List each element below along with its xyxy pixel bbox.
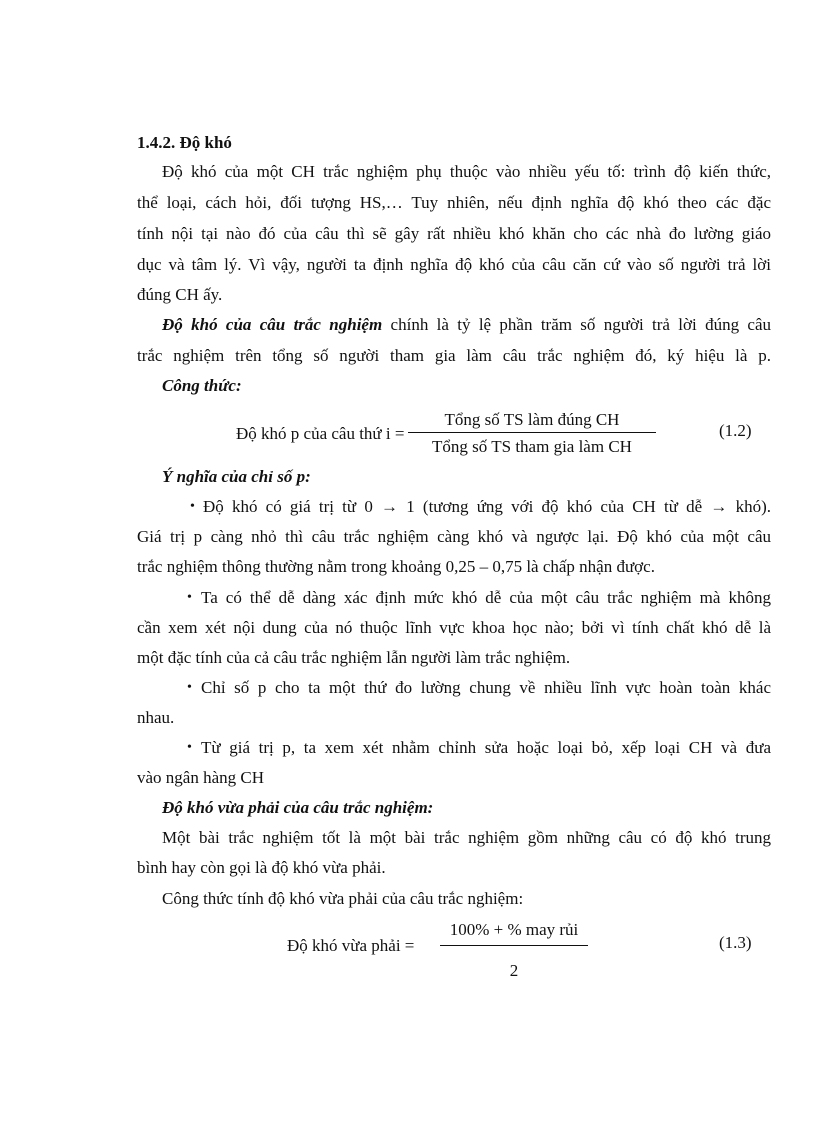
- bullet-icon: •: [187, 740, 192, 755]
- formula2-denominator: 2: [509, 961, 519, 980]
- section-heading: 1.4.2. Độ khó: [137, 133, 232, 152]
- bullet-line: nhau.: [137, 708, 175, 727]
- meaning-heading: Ý nghĩa của chỉ số p:: [162, 467, 311, 486]
- bullet-line: vào ngân hàng CH: [137, 768, 265, 787]
- bullet-line: Ta có thể dễ dàng xác định mức khó dễ của một câu trắc nghiệm mà không: [201, 588, 771, 607]
- formula2-numerator: 100% + % may rủi: [449, 920, 579, 939]
- bullet-line: Giá trị p càng nhỏ thì câu trắc nghiệm càng khó và ngược lại. Độ khó của một câu: [137, 527, 771, 546]
- paragraph-line: Một bài trắc nghiệm tốt là một bài trắc nghiệm gồm những câu có độ khó trung: [162, 828, 771, 847]
- moderate-heading: Độ khó vừa phải của câu trắc nghiệm:: [162, 798, 434, 817]
- bullet-line: Chỉ số p cho ta một thứ đo lường chung về nhiều lĩnh vực hoàn toàn khác: [201, 678, 771, 697]
- bullet-icon: •: [187, 590, 192, 605]
- paragraph-line: Độ khó của một CH trắc nghiệm phụ thuộc vào nhiều yếu tố: trình độ kiến thức,: [162, 162, 771, 181]
- paragraph-line: Công thức tính độ khó vừa phải của câu trắc nghiệm:: [162, 889, 524, 908]
- paragraph-line: tính nội tại nào đó của câu thì sẽ gây rất nhiều khó khăn cho các nhà đo lường giáo: [137, 224, 771, 243]
- bullet-line: Từ giá trị p, ta xem xét nhằm chỉnh sửa hoặc loại bỏ, xếp loại CH và đưa: [201, 738, 771, 757]
- equation-number: (1.2): [719, 421, 752, 440]
- bullet-line: trắc nghiệm thông thường nằm trong khoảng 0,25 – 0,75 là chấp nhận được.: [137, 557, 655, 576]
- paragraph-line: dục và tâm lý. Vì vậy, người ta định nghĩa độ khó của câu căn cứ vào số người trả lời: [137, 255, 771, 274]
- bullet-line: một đặc tính của cả câu trắc nghiệm lẫn người làm trắc nghiệm.: [137, 648, 571, 667]
- formula1-denominator: Tổng số TS tham gia làm CH: [432, 437, 632, 456]
- equation-number: (1.3): [719, 933, 752, 952]
- bullet-icon: •: [190, 499, 195, 514]
- bullet-icon: •: [187, 680, 192, 695]
- definition-text: chính là tỷ lệ phần trăm số người trả lời đúng câu: [382, 315, 771, 334]
- paragraph-line: đúng CH ấy.: [137, 285, 223, 304]
- formula1-lhs: Độ khó p của câu thứ i =: [236, 424, 405, 443]
- bullet-line: cần xem xét nội dung của nó thuộc lĩnh vực khoa học nào; bởi vì tính chất khó dễ là: [137, 618, 771, 637]
- definition-term: Độ khó của câu trắc nghiệm: [162, 315, 383, 334]
- formula-label: Công thức:: [162, 376, 242, 395]
- bullet-line: Độ khó có giá trị từ 0 → 1 (tương ứng với độ khó của CH từ dễ → khó).: [203, 497, 771, 516]
- fraction-bar: [408, 432, 656, 433]
- paragraph-line: bình hay còn gọi là độ khó vừa phải.: [137, 858, 386, 877]
- definition-line: [162, 314, 771, 336]
- formula1-numerator: Tổng số TS làm đúng CH: [444, 410, 620, 429]
- formula2-lhs: Độ khó vừa phải =: [287, 936, 415, 955]
- definition-line-2: trắc nghiệm trên tổng số người tham gia làm câu trắc nghiệm đó, ký hiệu là p.: [137, 346, 771, 365]
- fraction-bar: [440, 945, 588, 946]
- paragraph-line: thể loại, cách hỏi, đối tượng HS,… Tuy nhiên, nếu định nghĩa độ khó theo các đặc: [137, 193, 771, 212]
